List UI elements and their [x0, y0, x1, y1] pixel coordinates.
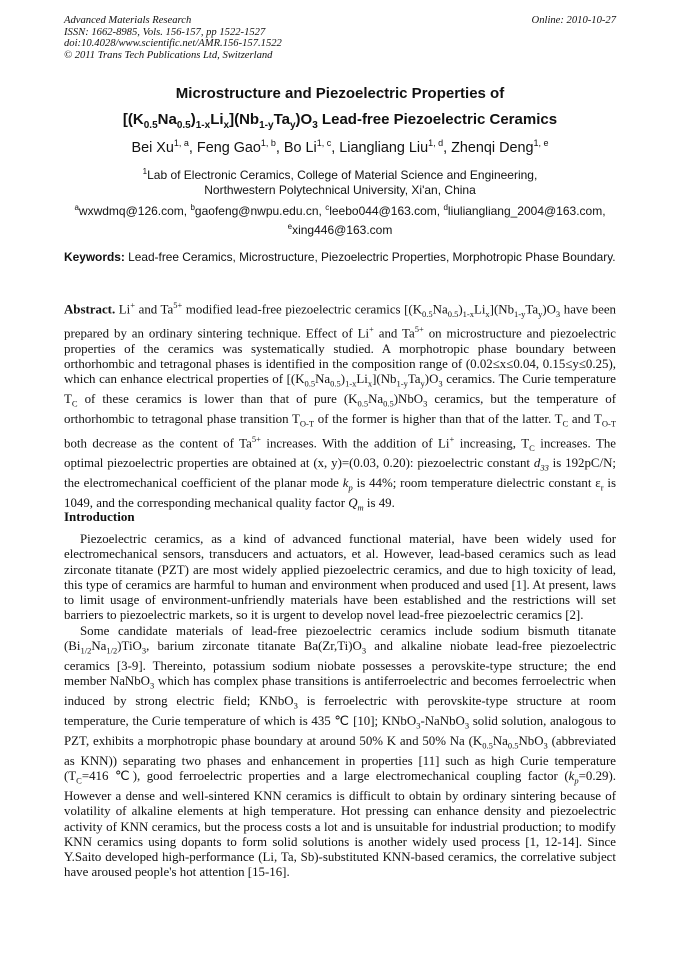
keywords-label: Keywords: — [64, 250, 125, 264]
paper-title — [64, 81, 616, 133]
journal-name: Advanced Materials Research — [64, 15, 192, 26]
keywords: Keywords: Lead-free Ceramics, Microstructure, Piezoelectric Properties, Morphotropic Phase Boundary. — [64, 250, 616, 264]
affiliation: $^1$Lab of Electronic Ceramics, College of Material Science and Engineering, Northwestern Polytechnical University, Xi'an, China — [142, 167, 538, 197]
author-name: Bo Li — [283, 139, 317, 156]
author-emails: $^a$wxwdmq@126.com, $^b$gaofeng@nwpu.edu.cn, $^c$leebo044@163.com, $^d$liuliangliang_2004@163.com, $^e$xing446@163.com — [74, 203, 606, 237]
title-line-2: $[(K_{0.5}Na_{0.5})_{1-x}Li_x](Nb_{1-y}Ta_y)O_3$ Lead-free Piezoelectric Ceramics — [122, 111, 558, 131]
doi: doi:10.4028/www.scientific.net/AMR.156-157.1522 — [64, 38, 282, 50]
abstract: Abstract. Li+ and $Ta^{5+}$ modified lead-free piezoelectric ceramics $[(K_{0.5}Na_{0.5})_{1-x}Li_x](Nb_{1-y}Ta_y)O_3$ have been prepared by an ordinary sintering technique. Effect of Li+ and $Ta^{5+}$ on microstructure and piezoelectric properties of the ceramics was systematically studied. A morphotropic phase boundary between orthorhombic and tetragonal phases is identified in the composition range of (0.02≤x≤0.04, 0.15≤y≤0.25), which can enhance electrical properties of $[(K_{0.5}Na_{0.5})_{1-x}Li_x](Nb_{1-y}Ta_y)O_3$ ceramics. The Curie temperature $T_C$ of these ceramics is lower than that of pure $(K_{0.5}Na_{0.5})NbO_3$ ceramics, but the temperature of orthorhombic to tetragonal phase transition $T_{O-T}$ of the former is higher than that of the latter. $T_C$ and $T_{O-T}$ both decrease as the content of $Ta^{5+}$ increases. With the addition of Li+ increasing, $T_C$ increases. The optimal piezoelectric properties are obtained at (x, y)=(0.03, 0.20): piezoelectric constant $d_{33}$ is 192pC/N; the electromechanical coefficient of the planar mode $k_p$ is 44%; room temperature dielectric constant $\varepsilon_r$ is 1049, and the corresponding mechanical quality factor $Q_m$ is 49. — [64, 300, 617, 513]
introduction-body — [64, 532, 616, 881]
author-name: Zhenqi Deng — [451, 139, 534, 156]
paragraph: Piezoelectric ceramics, as a kind of advanced functional material, have been widely used for electromechanical sensors, transducers and actuators, et al. However, lead-based ceramics such as lead zirconate titanate (PZT) are most widely applied piezoelectric ceramics, and due to high toxicity of lead, this type of ceramics are harmful to human and environment when produced and used [1]. At present, laws to limit usage of environment-unfriendly materials have been established and the restrictions will set barriers to piezoelectric markets, so it is urgent to develop novel lead-free piezoelectric ceramics [2]. — [64, 532, 616, 623]
email-link[interactable]: xing446@163.com — [292, 223, 393, 237]
abstract-label: Abstract. — [64, 302, 116, 317]
issn: ISSN: 1662-8985, Vols. 156-157, pp 1522-1527 — [64, 26, 266, 38]
copyright: © 2011 Trans Tech Publications Ltd, Switzerland — [64, 49, 273, 61]
email-link[interactable]: liuliangliang_2004@163.com, — [447, 204, 606, 218]
email-link[interactable]: wxwdmq@126.com, — [78, 204, 191, 218]
paragraph: Some candidate materials of lead-free piezoelectric ceramics include sodium bismuth titanate $(Bi_{1/2}Na_{1/2})TiO_3$, barium zirconate titanate $Ba(Zr,Ti)O_3$ and alkaline niobate lead-free piezoelectric ceramics [3-9]. Thereinto, potassium sodium niobate possesses a perovskite-type structure; the end member NaNbO$_3$ which has complex phase transitions is antiferroelectric and becomes ferroelectric when induced by strong electric field; KNbO$_3$ is ferroelectric with perovskite-type structure at room temperature, the Curie temperature of which is 435 ℃ [10]; KNbO$_3$-NaNbO$_3$ solid solution, analogous to PZT, exhibits a morphotropic phase boundary at around 50% K and 50% Na ($K_{0.5}Na_{0.5}NbO_3$ (abbreviated as KNN)) separating two phases and enhancement in properties [11] such as high Curie temperature ($T_C=416$ ℃), good ferroelectric properties and a large electromechanical coupling factor $(k_p=0.29)$. However a dense and well-sintered KNN ceramics is difficult to obtain by ordinary sintering because of volatility of alkaline elements at high temperature. Hot pressing can enhance density and piezoelectric activity of KNN ceramics, but the process costs a lot and is unsuitable for industrial production; to modify KNN ceramics using dopants to form solid solutions is another widely used process [1, 12-14]. Since Y.Saito developed high-performance (Li, Ta, Sb)-substituted KNN-based ceramics, the correlative subject have aroused people's hot attention [15-16]. — [64, 623, 617, 880]
section-heading-introduction: Introduction — [64, 509, 135, 524]
author-name: Liangliang Liu — [339, 139, 429, 156]
author-name: Feng Gao — [196, 139, 261, 156]
journal-header — [64, 15, 616, 61]
author-name: Bei Xu — [131, 139, 174, 156]
online-date: Online: 2010-10-27 — [531, 15, 616, 26]
email-link[interactable]: gaofeng@nwpu.edu.cn, — [194, 204, 326, 218]
email-link[interactable]: leebo044@163.com, — [329, 204, 444, 218]
title-line-1: Microstructure and Piezoelectric Properties of — [175, 85, 505, 102]
author-list: Bei Xu$^{1, a}$, Feng Gao$^{1, b}$, Bo Li$^{1, c}$, Liangliang Liu$^{1, d}$, Zhenqi Deng$^{1, e}$ — [131, 138, 549, 156]
